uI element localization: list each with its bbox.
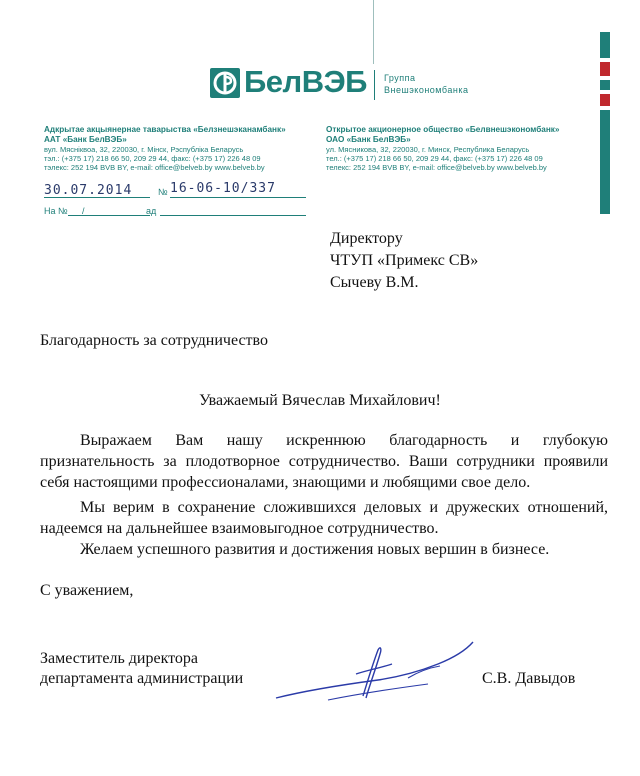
paragraph-3 (40, 539, 608, 560)
bank-logo-text: БелВЭБ (244, 64, 367, 99)
signatory-name: С.В. Давыдов (482, 670, 576, 687)
org-by-title-2: ААТ «Банк БелВЭБ» (44, 135, 127, 144)
header-divider-line (373, 0, 374, 64)
ref-number-line (68, 215, 150, 216)
p1-line1: Выражаем Вам нашу искреннюю благодарность и глубокую (80, 432, 608, 449)
p2-line1: Мы верим в сохранение сложившихся деловых и дружеских (80, 499, 520, 516)
p1-line3: проявили себя настоящими профессионалами, знающими и любящими (40, 453, 609, 491)
p1-line4: свое дело. (461, 474, 531, 491)
org-ru-phone: тел.: (+375 17) 218 66 50, 209 29 44, факс: (+375 17) 226 48 09 (326, 154, 543, 163)
addressee-line3: Сычеву В.М. (330, 274, 419, 291)
brand-bar-teal-2 (600, 80, 610, 90)
brand-bar-red-2 (600, 94, 610, 106)
handwritten-signature-icon (268, 628, 478, 708)
org-ru-address: ул. Мясникова, 32, 220030, г. Минск, Республика Беларусь (326, 145, 530, 154)
org-ru-title-2: ОАО «Банк БелВЭБ» (326, 135, 411, 144)
brand-bar-teal-bottom (600, 110, 610, 214)
brand-bar-teal-top (600, 32, 610, 58)
addressee-line1: Директору (330, 230, 403, 247)
reg-number-label: № (158, 187, 168, 197)
closing: С уважением, (40, 582, 134, 599)
ref-from-label: ад (146, 206, 157, 216)
ref-slash: / (82, 206, 85, 216)
ref-label: На № (44, 206, 68, 216)
org-by-address: вул. Мясніквоа, 32, 220030, г. Мінск, Рэспубліка Беларусь (44, 145, 244, 154)
reg-number-line (170, 197, 306, 198)
p2-line2: отношений, надеемся на дальнейшее взаимовыгодное сотрудничество. (40, 499, 609, 537)
p1-line2: признательность за плодотворное сотрудничество. Ваши сотрудники (40, 453, 535, 470)
addressee-line2: ЧТУП «Примекс СВ» (330, 252, 479, 269)
letter-subject: Благодарность за сотрудничество (40, 332, 268, 349)
paragraph-1 (40, 430, 608, 493)
brand-bar-red-1 (600, 62, 610, 76)
ref-date-line (160, 215, 306, 216)
p3-line1: Желаем успешного развития и достижения новых вершин в бизнесе. (80, 541, 550, 558)
salutation: Уважаемый Вячеслав Михайлович! (199, 392, 441, 409)
logo-separator (374, 70, 375, 100)
org-by-telex: тэлекс: 252 194 BVB BY, e-mail: office@belveb.by www.belveb.by (44, 163, 265, 172)
org-ru-title-1: Открытое акционерное общество «Белвнешэкономбанк» (326, 125, 560, 134)
group-label-line2: Внешэкономбанка (384, 85, 469, 95)
paragraph-2 (40, 497, 608, 539)
org-ru-telex: телекс: 252 194 BVB BY, e-mail: office@belveb.by www.belveb.by (326, 163, 547, 172)
letter-body (40, 430, 608, 560)
org-by-phone: тэл.: (+375 17) 218 66 50, 209 29 44, факс: (+375 17) 226 48 09 (44, 154, 261, 163)
signatory-position-line1: Заместитель директора (40, 650, 199, 667)
group-label-line1: Группа (384, 73, 416, 83)
org-by-title-1: Адкрытае акцыянернае таварыства «Белзнешэканамбанк» (44, 125, 286, 134)
reg-number-handwritten: 16-06-10/337 (170, 181, 276, 196)
belveb-logo-icon (210, 68, 240, 98)
reg-date-handwritten: 30.07.2014 (44, 183, 133, 198)
signatory-position-line2: департамента администрации (40, 670, 244, 687)
org-block-belarusian (44, 125, 319, 172)
org-block-russian (326, 125, 596, 172)
